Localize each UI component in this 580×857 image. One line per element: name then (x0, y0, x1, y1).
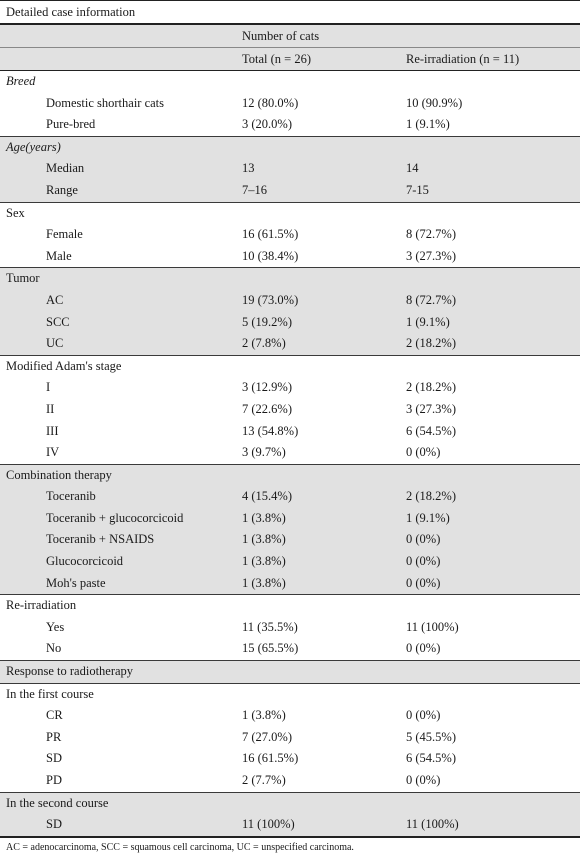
row-label: Toceranib + glucocorcicoid (46, 510, 184, 525)
table-row (0, 312, 580, 334)
group-header-row (0, 464, 580, 487)
cell-reirradiation: 1 (9.1%) (406, 314, 450, 329)
group-title: Tumor (6, 271, 40, 286)
cell-reirradiation: 2 (18.2%) (406, 336, 456, 351)
row-label: SD (46, 817, 62, 832)
cell-reirradiation: 5 (45.5%) (406, 729, 456, 744)
row-label: Female (46, 227, 83, 242)
table-row (0, 224, 580, 246)
table-row (0, 617, 580, 639)
table-row (0, 508, 580, 530)
row-label: Toceranib (46, 489, 96, 504)
row-label: UC (46, 336, 64, 351)
table-row (0, 705, 580, 727)
table-row (0, 638, 580, 660)
cell-reirradiation: 0 (0%) (406, 575, 441, 590)
table-row (0, 399, 580, 421)
cell-total: 1 (3.8%) (242, 575, 286, 590)
table-row (0, 551, 580, 573)
cell-total: 1 (3.8%) (242, 554, 286, 569)
cell-total: 11 (100%) (242, 817, 295, 832)
group-title: Sex (6, 205, 25, 220)
cell-reirradiation: 1 (9.1%) (406, 117, 450, 132)
group-title: Breed (6, 74, 36, 88)
row-label: Moh's paste (46, 575, 106, 590)
group-header-row (0, 594, 580, 617)
cell-reirradiation: 7-15 (406, 182, 429, 197)
table-row (0, 158, 580, 180)
cell-total: 1 (3.8%) (242, 510, 286, 525)
group-title: Response to radiotherapy (6, 664, 134, 679)
row-label: Pure-bred (46, 117, 96, 132)
cell-reirradiation: 2 (18.2%) (406, 489, 456, 504)
cell-total: 2 (7.8%) (242, 336, 286, 351)
table-row (0, 246, 580, 268)
row-label: Range (46, 182, 78, 197)
row-label: SCC (46, 314, 70, 329)
row-label: Median (46, 161, 85, 176)
cell-reirradiation: 0 (0%) (406, 773, 441, 787)
table-caption: Detailed case information (0, 0, 580, 25)
cell-reirradiation: 8 (72.7%) (406, 227, 456, 242)
row-label: Yes (46, 619, 65, 634)
table-row (0, 114, 580, 136)
table-row (0, 529, 580, 551)
cell-reirradiation: 3 (27.3%) (406, 401, 456, 416)
row-label: PD (46, 773, 62, 787)
row-label: CR (46, 708, 63, 723)
row-label: AC (46, 292, 64, 307)
table-row (0, 814, 580, 836)
table-footnote: AC = adenocarcinoma, SCC = squamous cell carcinoma, UC = unspecified carcinoma. (6, 841, 354, 853)
table-row (0, 486, 580, 508)
cell-reirradiation: 6 (54.5%) (406, 751, 456, 766)
cell-reirradiation: 0 (0%) (406, 445, 441, 460)
cell-total: 1 (3.8%) (242, 708, 286, 723)
cell-reirradiation: 0 (0%) (406, 554, 441, 569)
table-row (0, 377, 580, 399)
cell-reirradiation: 14 (406, 161, 419, 176)
cell-total: 2 (7.7%) (242, 773, 286, 787)
cell-reirradiation: 11 (100%) (406, 619, 459, 634)
cell-total: 16 (61.5%) (242, 751, 299, 766)
cell-total: 3 (20.0%) (242, 117, 292, 132)
cell-reirradiation: 11 (100%) (406, 817, 459, 832)
cell-reirradiation: 3 (27.3%) (406, 248, 456, 263)
row-label: PR (46, 729, 62, 744)
group-header-row (0, 683, 580, 706)
row-label: Male (46, 248, 72, 263)
cell-total: 16 (61.5%) (242, 227, 299, 242)
group-header-row (0, 136, 580, 159)
row-label: Glucocorcicoid (46, 554, 124, 569)
cell-total: 1 (3.8%) (242, 532, 286, 547)
group-title: Re-irradiation (6, 598, 77, 613)
cell-total: 13 (242, 161, 255, 176)
group-title: Combination therapy (6, 467, 112, 482)
cell-total: 4 (15.4%) (242, 489, 292, 504)
cell-reirradiation: 8 (72.7%) (406, 292, 456, 307)
row-label: SD (46, 751, 62, 766)
group-title: Age(years) (6, 139, 61, 154)
header-col-reirradiation: Re-irradiation (n = 11) (406, 52, 520, 66)
group-title: In the first course (6, 686, 94, 701)
row-label: No (46, 641, 62, 656)
cell-reirradiation: 6 (54.5%) (406, 423, 456, 438)
table-row (0, 421, 580, 443)
cell-total: 12 (80.0%) (242, 95, 299, 110)
group-header-row (0, 71, 580, 93)
group-header-row (0, 660, 580, 683)
table-row (0, 333, 580, 355)
group-title: Modified Adam's stage (6, 358, 122, 373)
header-column-row (0, 47, 580, 71)
cell-total: 7–16 (242, 182, 267, 197)
group-header-row (0, 355, 580, 378)
row-label: III (46, 423, 59, 438)
group-header-row (0, 202, 580, 225)
table-row (0, 93, 580, 115)
cell-total: 7 (27.0%) (242, 729, 292, 744)
row-label: Domestic shorthair cats (46, 95, 165, 110)
table-row (0, 770, 580, 792)
header-group-row (0, 25, 580, 47)
table-row (0, 442, 580, 464)
cell-total: 7 (22.6%) (242, 401, 292, 416)
cell-total: 11 (35.5%) (242, 619, 298, 634)
cell-total: 5 (19.2%) (242, 314, 292, 329)
cell-reirradiation: 0 (0%) (406, 708, 441, 723)
cell-reirradiation: 1 (9.1%) (406, 510, 450, 525)
table-row (0, 748, 580, 770)
table-row (0, 290, 580, 312)
cell-total: 3 (9.7%) (242, 445, 286, 460)
table-row (0, 573, 580, 595)
row-label: I (46, 380, 51, 395)
cell-total: 13 (54.8%) (242, 423, 299, 438)
group-title: In the second course (6, 795, 109, 810)
row-label: IV (46, 445, 60, 460)
cell-reirradiation: 0 (0%) (406, 532, 441, 547)
table-row (0, 727, 580, 749)
cell-total: 19 (73.0%) (242, 292, 299, 307)
table-row (0, 180, 580, 202)
cell-total: 3 (12.9%) (242, 380, 292, 395)
cell-reirradiation: 10 (90.9%) (406, 95, 463, 110)
group-header-row (0, 267, 580, 290)
row-label: Toceranib + NSAIDS (46, 532, 155, 547)
header-group-label: Number of cats (242, 29, 320, 43)
header-col-total: Total (n = 26) (242, 52, 312, 66)
cell-reirradiation: 0 (0%) (406, 641, 441, 656)
row-label: II (46, 401, 55, 416)
table-body (0, 71, 580, 836)
cell-reirradiation: 2 (18.2%) (406, 380, 456, 395)
cell-total: 15 (65.5%) (242, 641, 299, 656)
group-header-row (0, 792, 580, 815)
cell-total: 10 (38.4%) (242, 248, 299, 263)
